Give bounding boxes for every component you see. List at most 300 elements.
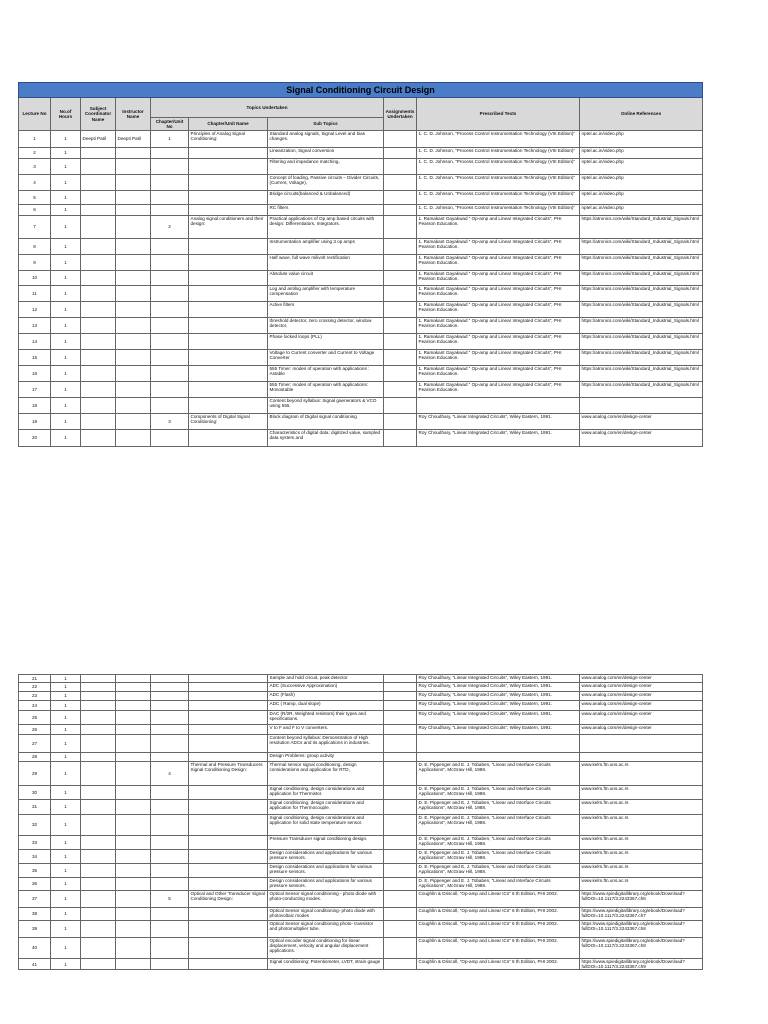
prescribed-text-cell: Coughlin & Driscoll, “Op-amp and Linear ICs” 6 th Edition, PHI 2002.	[417, 938, 580, 959]
table-row	[19, 786, 703, 800]
assignment-cell	[384, 938, 417, 959]
hours-cell: 1	[51, 878, 81, 891]
hours-cell: 1	[51, 414, 81, 430]
table-row	[19, 701, 703, 711]
table-row	[19, 382, 703, 398]
coordinator-cell	[81, 959, 116, 970]
chapter-name-cell	[189, 398, 268, 414]
coordinator-cell	[81, 921, 116, 938]
chapter-name-cell	[189, 175, 268, 191]
instructor-cell	[116, 382, 151, 398]
lecture-no-cell: 27	[19, 735, 51, 753]
assignment-cell	[384, 318, 417, 334]
prescribed-text-cell: 1. Ramakant Gayakwad “ Op-amp and Linear Integrated Circuits”, PHI Pearson Education.	[417, 286, 580, 302]
chapter-no-cell	[151, 302, 189, 318]
chapter-no-cell	[151, 430, 189, 447]
table-row	[19, 159, 703, 175]
instructor-cell	[116, 175, 151, 191]
table-row	[19, 891, 703, 908]
online-reference-cell: nptel.ac.in/video.php	[580, 175, 703, 191]
instructor-cell	[116, 786, 151, 800]
prescribed-text-cell: 1. Ramakant Gayakwad “ Op-amp and Linear Integrated Circuits”, PHI Pearson Education.	[417, 255, 580, 271]
instructor-cell	[116, 815, 151, 836]
table-row	[19, 398, 703, 414]
assignment-cell	[384, 878, 417, 891]
coordinator-cell	[81, 891, 116, 908]
coordinator-cell	[81, 725, 116, 735]
lecture-no-cell: 39	[19, 921, 51, 938]
lecture-no-cell: 25	[19, 711, 51, 725]
lecture-no-cell: 2	[19, 148, 51, 159]
prescribed-text-cell: 1. Ramakant Gayakwad “ Op-amp and Linear Integrated Circuits”, PHI Pearson Education.	[417, 216, 580, 239]
instructor-cell	[116, 366, 151, 382]
online-reference-cell: https://atronics.com/wiki/Standard_Industrial_Signals.html	[580, 239, 703, 255]
lecture-no-cell: 4	[19, 175, 51, 191]
prescribed-text-cell: D. E. Pippenger and E. J. Tobaben, “Linear and Interface Circuits Applications”, McGraw Hill, 1988.	[417, 864, 580, 878]
chapter-name-cell	[189, 255, 268, 271]
lecture-no-cell: 9	[19, 255, 51, 271]
online-reference-cell: https://www.spiedigitallibrary.org/ebook/Download?fullDOI=10.1117/3.2243367.ch8	[580, 921, 703, 938]
table-row	[19, 318, 703, 334]
table-row	[19, 815, 703, 836]
online-reference-cell: nptel.ac.in/video.php	[580, 191, 703, 205]
prescribed-text-cell: Roy Choudhary, “Linear Integrated Circuits”, Wiley Eastern, 1991.	[417, 430, 580, 447]
instructor-cell	[116, 205, 151, 216]
coordinator-cell	[81, 148, 116, 159]
sub-topic-cell: Design Problems: group activity	[268, 753, 384, 762]
lecture-no-cell: 36	[19, 878, 51, 891]
assignment-cell	[384, 191, 417, 205]
chapter-no-cell	[151, 366, 189, 382]
online-reference-cell: https://atronics.com/wiki/Standard_Industrial_Signals.html	[580, 216, 703, 239]
assignment-cell	[384, 815, 417, 836]
hours-cell: 1	[51, 683, 81, 692]
lecture-no-cell: 15	[19, 350, 51, 366]
prescribed-text-cell: D. E. Pippenger and E. J. Tobaben, “Linear and Interface Circuits Applications”, McGraw Hill, 1988.	[417, 815, 580, 836]
prescribed-text-cell: 1. C. D. Johnson, “Process Control Instrumentation Technology (VIII Edition)”	[417, 159, 580, 175]
instructor-cell	[116, 286, 151, 302]
instructor-cell	[116, 675, 151, 683]
instructor-cell: Deepti Patil	[116, 131, 151, 148]
online-reference-cell: https://atronics.com/wiki/Standard_Industrial_Signals.html	[580, 255, 703, 271]
instructor-cell	[116, 430, 151, 447]
lecture-no-cell: 34	[19, 850, 51, 864]
assignment-cell	[384, 762, 417, 786]
coordinator-cell	[81, 216, 116, 239]
coordinator-cell	[81, 675, 116, 683]
lecture-no-cell: 24	[19, 701, 51, 711]
table-row	[19, 131, 703, 148]
online-reference-cell: https://atronics.com/wiki/Standard_Industrial_Signals.html	[580, 382, 703, 398]
table-body-page-1	[19, 131, 703, 447]
online-reference-cell: www.kelm.ftn.uns.ac.rs	[580, 815, 703, 836]
assignment-cell	[384, 786, 417, 800]
chapter-name-cell	[189, 286, 268, 302]
lecture-no-cell: 21	[19, 675, 51, 683]
assignment-cell	[384, 908, 417, 921]
prescribed-text-cell: Coughlin & Driscoll, “Op-amp and Linear ICs” 6 th Edition, PHI 2002.	[417, 891, 580, 908]
header-chapter-unit-name: Chapter/Unit Name	[189, 118, 268, 131]
assignment-cell	[384, 891, 417, 908]
chapter-name-cell	[189, 239, 268, 255]
hours-cell: 1	[51, 430, 81, 447]
chapter-no-cell	[151, 205, 189, 216]
assignment-cell	[384, 850, 417, 864]
online-reference-cell: www.kelm.ftn.uns.ac.rs	[580, 864, 703, 878]
chapter-no-cell	[151, 334, 189, 350]
chapter-no-cell	[151, 815, 189, 836]
online-reference-cell: https://atronics.com/wiki/Standard_Industrial_Signals.html	[580, 366, 703, 382]
assignment-cell	[384, 414, 417, 430]
prescribed-text-cell: 1. Ramakant Gayakwad “ Op-amp and Linear Integrated Circuits”, PHI Pearson Education.	[417, 350, 580, 366]
online-reference-cell: www.analog.com/en/design-center	[580, 725, 703, 735]
lecture-no-cell: 26	[19, 725, 51, 735]
table-row	[19, 711, 703, 725]
instructor-cell	[116, 850, 151, 864]
chapter-no-cell	[151, 959, 189, 970]
online-reference-cell: www.kelm.ftn.uns.ac.rs	[580, 850, 703, 864]
hours-cell: 1	[51, 239, 81, 255]
coordinator-cell	[81, 318, 116, 334]
online-reference-cell: https://atronics.com/wiki/Standard_Industrial_Signals.html	[580, 302, 703, 318]
prescribed-text-cell	[417, 398, 580, 414]
sub-topic-cell: Optical encoder signal conditioning for linear displacement, velocity and angular displacement applications.	[268, 938, 384, 959]
assignment-cell	[384, 692, 417, 701]
sub-topic-cell: Active filters	[268, 302, 384, 318]
schedule-table-page-2	[18, 674, 703, 970]
online-reference-cell: nptel.ac.in/video.php	[580, 148, 703, 159]
lecture-no-cell: 35	[19, 864, 51, 878]
hours-cell: 1	[51, 908, 81, 921]
lecture-no-cell: 23	[19, 692, 51, 701]
table-row	[19, 725, 703, 735]
prescribed-text-cell: D. E. Pippenger and E. J. Tobaben, “Linear and Interface Circuits Applications”, McGraw Hill, 1988.	[417, 800, 580, 815]
online-reference-cell: www.kelm.ftn.uns.ac.rs	[580, 786, 703, 800]
assignment-cell	[384, 148, 417, 159]
sub-topic-cell: Content beyond syllabus: Demonstration of High resolution ADCs and its applications in industries.	[268, 735, 384, 753]
hours-cell: 1	[51, 366, 81, 382]
table-row	[19, 683, 703, 692]
instructor-cell	[116, 762, 151, 786]
table-row	[19, 414, 703, 430]
sub-topic-cell: Voltage to Current converter and Current to Voltage Converter	[268, 350, 384, 366]
hours-cell: 1	[51, 850, 81, 864]
lecture-no-cell: 3	[19, 159, 51, 175]
hours-cell: 1	[51, 921, 81, 938]
chapter-no-cell	[151, 864, 189, 878]
table-row	[19, 175, 703, 191]
chapter-name-cell	[189, 908, 268, 921]
lecture-no-cell: 37	[19, 891, 51, 908]
hours-cell: 1	[51, 286, 81, 302]
assignment-cell	[384, 701, 417, 711]
hours-cell: 1	[51, 735, 81, 753]
coordinator-cell	[81, 815, 116, 836]
lecture-no-cell: 5	[19, 191, 51, 205]
lecture-no-cell: 16	[19, 366, 51, 382]
table-row	[19, 762, 703, 786]
prescribed-text-cell: 1. Ramakant Gayakwad “ Op-amp and Linear Integrated Circuits”, PHI Pearson Education.	[417, 366, 580, 382]
hours-cell: 1	[51, 701, 81, 711]
assignment-cell	[384, 255, 417, 271]
sub-topic-cell: Practical applications of Op amp based circuits with design: Differentiators, Integrators.	[268, 216, 384, 239]
table-row	[19, 302, 703, 318]
chapter-name-cell: Components of Digital Signal Conditioning:	[189, 414, 268, 430]
sub-topic-cell: 555 Timer: modes of operation with applications: Monostable	[268, 382, 384, 398]
coordinator-cell	[81, 800, 116, 815]
assignment-cell	[384, 800, 417, 815]
instructor-cell	[116, 398, 151, 414]
coordinator-cell	[81, 692, 116, 701]
header-instructor-name: Instructor Name	[116, 98, 151, 131]
table-row	[19, 255, 703, 271]
chapter-name-cell	[189, 711, 268, 725]
lecture-no-cell: 20	[19, 430, 51, 447]
hours-cell: 1	[51, 815, 81, 836]
lecture-no-cell: 32	[19, 815, 51, 836]
sub-topic-cell: Pressure Transducer signal conditioning design.	[268, 836, 384, 850]
assignment-cell	[384, 216, 417, 239]
lecture-no-cell: 18	[19, 398, 51, 414]
sub-topic-cell: Signal conditioning: Potentiometer, LVDT, strain gauge	[268, 959, 384, 970]
chapter-name-cell	[189, 683, 268, 692]
instructor-cell	[116, 302, 151, 318]
assignment-cell	[384, 735, 417, 753]
chapter-no-cell	[151, 908, 189, 921]
lecture-no-cell: 19	[19, 414, 51, 430]
online-reference-cell	[580, 753, 703, 762]
assignment-cell	[384, 366, 417, 382]
sub-topic-cell: Characteristics of digital data: digitized value, sampled data system and	[268, 430, 384, 447]
instructor-cell	[116, 692, 151, 701]
hours-cell: 1	[51, 334, 81, 350]
chapter-name-cell	[189, 692, 268, 701]
assignment-cell	[384, 683, 417, 692]
hours-cell: 1	[51, 175, 81, 191]
chapter-name-cell	[189, 366, 268, 382]
prescribed-text-cell: Coughlin & Driscoll, “Op-amp and Linear ICs” 6 th Edition, PHI 2002.	[417, 959, 580, 970]
assignment-cell	[384, 175, 417, 191]
coordinator-cell	[81, 701, 116, 711]
online-reference-cell: https://atronics.com/wiki/Standard_Industrial_Signals.html	[580, 350, 703, 366]
table-row	[19, 286, 703, 302]
online-reference-cell: https://www.spiedigitallibrary.org/ebook/Download?fullDOI=10.1117/3.2243367.ch8	[580, 938, 703, 959]
assignment-cell	[384, 271, 417, 286]
table-row	[19, 938, 703, 959]
prescribed-text-cell: 1. Ramakant Gayakwad “ Op-amp and Linear Integrated Circuits”, PHI Pearson Education.	[417, 318, 580, 334]
lecture-no-cell: 33	[19, 836, 51, 850]
assignment-cell	[384, 302, 417, 318]
prescribed-text-cell: 1. Ramakant Gayakwad “ Op-amp and Linear Integrated Circuits”, PHI Pearson Education.	[417, 271, 580, 286]
chapter-no-cell	[151, 159, 189, 175]
coordinator-cell: Deepti Patil	[81, 131, 116, 148]
online-reference-cell: www.kelm.ftn.uns.ac.rs	[580, 836, 703, 850]
coordinator-cell	[81, 366, 116, 382]
chapter-name-cell	[189, 938, 268, 959]
lecture-no-cell: 14	[19, 334, 51, 350]
instructor-cell	[116, 216, 151, 239]
online-reference-cell	[580, 398, 703, 414]
prescribed-text-cell: D. E. Pippenger and E. J. Tobaben, “Linear and Interface Circuits Applications”, McGraw Hill, 1988.	[417, 762, 580, 786]
online-reference-cell: https://atronics.com/wiki/Standard_Industrial_Signals.html	[580, 271, 703, 286]
coordinator-cell	[81, 286, 116, 302]
instructor-cell	[116, 271, 151, 286]
hours-cell: 1	[51, 271, 81, 286]
assignment-cell	[384, 382, 417, 398]
coordinator-cell	[81, 786, 116, 800]
coordinator-cell	[81, 908, 116, 921]
assignment-cell	[384, 131, 417, 148]
online-reference-cell: nptel.ac.in/video.php	[580, 131, 703, 148]
chapter-no-cell	[151, 692, 189, 701]
chapter-name-cell	[189, 302, 268, 318]
assignment-cell	[384, 864, 417, 878]
chapter-name-cell	[189, 271, 268, 286]
header-no-of-hours: No.of Hours	[51, 98, 81, 131]
instructor-cell	[116, 159, 151, 175]
chapter-no-cell	[151, 350, 189, 366]
coordinator-cell	[81, 302, 116, 318]
chapter-no-cell	[151, 938, 189, 959]
prescribed-text-cell	[417, 735, 580, 753]
chapter-no-cell	[151, 753, 189, 762]
header-prescribed-texts: Prescribed Texts	[417, 98, 580, 131]
sub-topic-cell: RC filters	[268, 205, 384, 216]
chapter-no-cell: 4	[151, 762, 189, 786]
sub-topic-cell: Standard analog signals, Signal Level and bias changes.	[268, 131, 384, 148]
online-reference-cell: www.analog.com/en/design-center	[580, 701, 703, 711]
lecture-no-cell: 6	[19, 205, 51, 216]
chapter-no-cell	[151, 239, 189, 255]
lecture-no-cell: 12	[19, 302, 51, 318]
coordinator-cell	[81, 255, 116, 271]
coordinator-cell	[81, 175, 116, 191]
online-reference-cell: www.kelm.ftn.uns.ac.rs	[580, 800, 703, 815]
table-row	[19, 271, 703, 286]
sub-topic-cell: ADC (Flash)	[268, 692, 384, 701]
coordinator-cell	[81, 864, 116, 878]
lecture-no-cell: 7	[19, 216, 51, 239]
coordinator-cell	[81, 191, 116, 205]
prescribed-text-cell: 1. C. D. Johnson, “Process Control Instrumentation Technology (VIII Edition)”	[417, 175, 580, 191]
sub-topic-cell: Design considerations and applications for various pressure sensors.	[268, 850, 384, 864]
online-reference-cell: www.analog.com/en/design-center	[580, 711, 703, 725]
assignment-cell	[384, 675, 417, 683]
lecture-no-cell: 11	[19, 286, 51, 302]
prescribed-text-cell: 1. C. D. Johnson, “Process Control Instrumentation Technology (VIII Edition)”	[417, 148, 580, 159]
instructor-cell	[116, 350, 151, 366]
chapter-no-cell	[151, 683, 189, 692]
lecture-no-cell: 29	[19, 762, 51, 786]
sub-topic-cell: Absolute value circuit	[268, 271, 384, 286]
chapter-no-cell	[151, 850, 189, 864]
sub-topic-cell: Sample and hold circuit, peak detector	[268, 675, 384, 683]
table-row	[19, 864, 703, 878]
table-row	[19, 239, 703, 255]
instructor-cell	[116, 239, 151, 255]
lecture-no-cell: 38	[19, 908, 51, 921]
chapter-no-cell	[151, 286, 189, 302]
assignment-cell	[384, 753, 417, 762]
prescribed-text-cell: 1. Ramakant Gayakwad “ Op-amp and Linear Integrated Circuits”, PHI Pearson Education.	[417, 334, 580, 350]
sub-topic-cell: DAC (R/2R, Weighted resistors) their types and specifications.	[268, 711, 384, 725]
hours-cell: 1	[51, 800, 81, 815]
coordinator-cell	[81, 334, 116, 350]
coordinator-cell	[81, 414, 116, 430]
sub-topic-cell: Log and antilog amplifier with temperature compensation	[268, 286, 384, 302]
prescribed-text-cell: D. E. Pippenger and E. J. Tobaben, “Linear and Interface Circuits Applications”, McGraw Hill, 1988.	[417, 850, 580, 864]
hours-cell: 1	[51, 692, 81, 701]
prescribed-text-cell	[417, 753, 580, 762]
lecture-no-cell: 10	[19, 271, 51, 286]
instructor-cell	[116, 148, 151, 159]
chapter-name-cell	[189, 735, 268, 753]
sub-topic-cell: ADC (Successive Approximation)	[268, 683, 384, 692]
hours-cell: 1	[51, 131, 81, 148]
assignment-cell	[384, 725, 417, 735]
hours-cell: 1	[51, 216, 81, 239]
schedule-table-page-1	[18, 82, 703, 447]
chapter-no-cell	[151, 175, 189, 191]
assignment-cell	[384, 398, 417, 414]
online-reference-cell: https://atronics.com/wiki/Standard_Industrial_Signals.html	[580, 286, 703, 302]
chapter-no-cell	[151, 921, 189, 938]
instructor-cell	[116, 191, 151, 205]
online-reference-cell: https://atronics.com/wiki/Standard_Industrial_Signals.html	[580, 334, 703, 350]
table-row	[19, 850, 703, 864]
table-row	[19, 216, 703, 239]
instructor-cell	[116, 800, 151, 815]
coordinator-cell	[81, 850, 116, 864]
header-subject-coordinator: Subject Coordinator Name	[81, 98, 116, 131]
hours-cell: 1	[51, 318, 81, 334]
sub-topic-cell: Signal conditioning, design considerations and application for Thermistor.	[268, 786, 384, 800]
sub-topic-cell: Optical Sensor signal conditioning- photo diode with photovoltaic modes	[268, 908, 384, 921]
lecture-no-cell: 17	[19, 382, 51, 398]
table-row	[19, 675, 703, 683]
sub-topic-cell: Optical Sensor signal conditioning photo- transistor and photomultiplier tube.	[268, 921, 384, 938]
table-row	[19, 735, 703, 753]
chapter-name-cell: Analog signal conditioners and their design:	[189, 216, 268, 239]
chapter-no-cell	[151, 786, 189, 800]
sub-topic-cell: Block diagram of Digital signal conditioning	[268, 414, 384, 430]
lecture-no-cell: 41	[19, 959, 51, 970]
chapter-name-cell: Optical and Other Transducer Signal Conditioning Design:	[189, 891, 268, 908]
instructor-cell	[116, 255, 151, 271]
table-row	[19, 692, 703, 701]
chapter-no-cell: 3	[151, 414, 189, 430]
instructor-cell	[116, 864, 151, 878]
chapter-name-cell	[189, 800, 268, 815]
lecture-no-cell: 28	[19, 753, 51, 762]
sub-topic-cell: threshold detector, zero crossing detector, window detector,	[268, 318, 384, 334]
prescribed-text-cell: Roy Choudhary, “Linear Integrated Circuits”, Wiley Eastern, 1991.	[417, 701, 580, 711]
coordinator-cell	[81, 382, 116, 398]
header-lecture-no: Lecture No	[19, 98, 51, 131]
prescribed-text-cell: D. E. Pippenger and E. J. Tobaben, “Linear and Interface Circuits Applications”, McGraw Hill, 1988.	[417, 786, 580, 800]
header-topics-undertaken: Topics Undertaken	[151, 98, 384, 118]
hours-cell: 1	[51, 725, 81, 735]
header-sub-topics: Sub Topics	[268, 118, 384, 131]
assignment-cell	[384, 286, 417, 302]
online-reference-cell: www.analog.com/en/design-center	[580, 675, 703, 683]
chapter-name-cell	[189, 382, 268, 398]
coordinator-cell	[81, 711, 116, 725]
hours-cell: 1	[51, 753, 81, 762]
online-reference-cell: https://www.spiedigitallibrary.org/ebook/Download?fullDOI=10.1117/3.2243367.ch9	[580, 959, 703, 970]
coordinator-cell	[81, 735, 116, 753]
prescribed-text-cell: D. E. Pippenger and E. J. Tobaben, “Linear and Interface Circuits Applications”, McGraw Hill, 1988.	[417, 836, 580, 850]
